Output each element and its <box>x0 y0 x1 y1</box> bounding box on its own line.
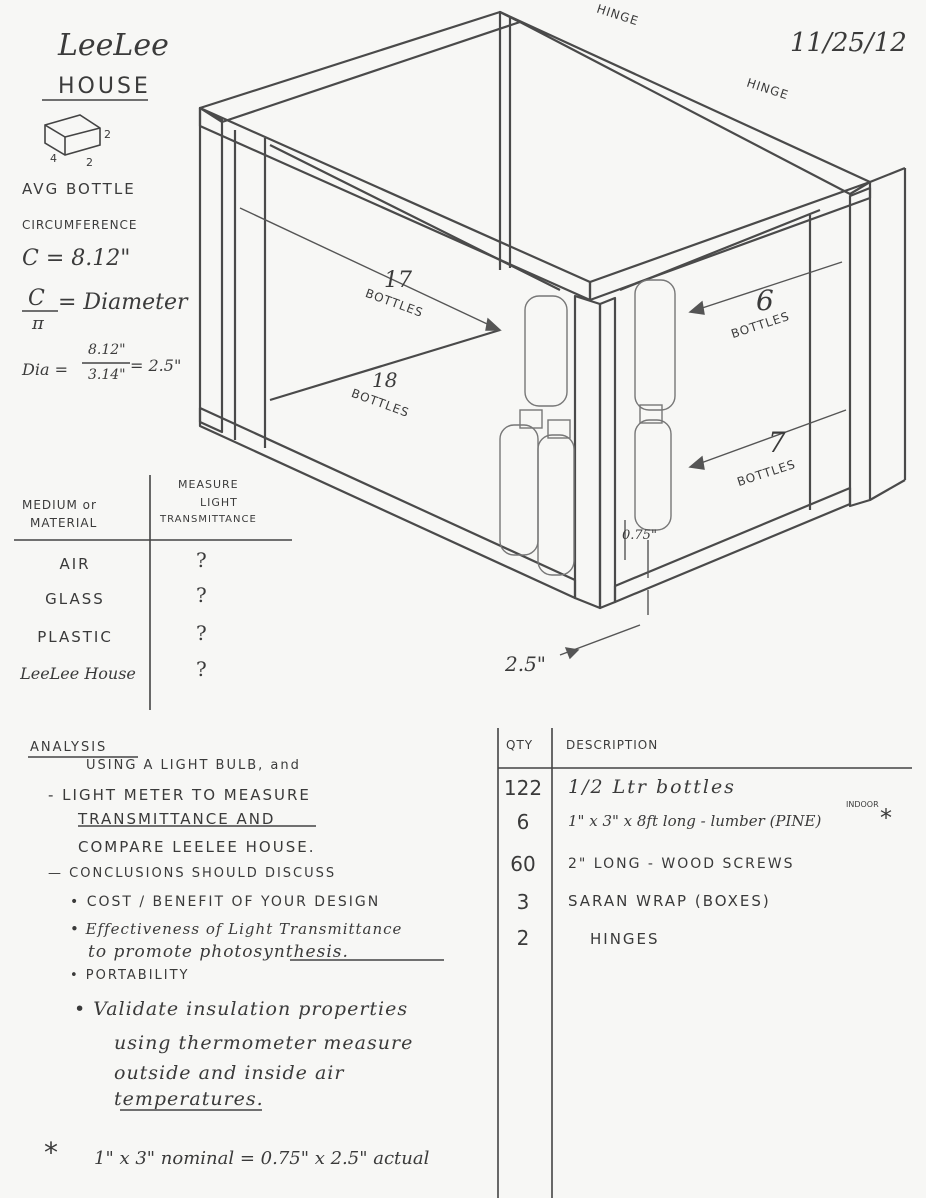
part-desc-screws: 2" LONG - WOOD SCREWS <box>568 856 795 872</box>
count-17: 17 <box>384 268 412 293</box>
count-7: 7 <box>768 426 786 459</box>
row-material-glass: GLASS <box>45 590 105 608</box>
dia-numerator: 8.12" <box>88 342 126 358</box>
dia-denominator: 3.14" <box>88 367 126 383</box>
lumber-star: * <box>880 804 892 832</box>
count-18: 18 <box>372 368 398 392</box>
parts-desc-header: DESCRIPTION <box>566 738 659 752</box>
footnote-nominal: 1" x 3" nominal = 0.75" x 2.5" actual <box>94 1148 430 1169</box>
analysis-line-11: using thermometer measure <box>114 1032 414 1054</box>
analysis-title: ANALYSIS <box>30 740 108 755</box>
count-18-bottles: BOTTLES <box>349 386 412 420</box>
formula-rhs: = Diameter <box>58 290 188 315</box>
count-7-bottles: BOTTLES <box>735 456 798 490</box>
analysis-line-5: — CONCLUSIONS SHOULD DISCUSS <box>48 866 337 881</box>
col-header-medium: MEDIUM or <box>22 498 97 512</box>
part-qty-hinges: 2 <box>516 926 530 950</box>
count-17-bottles: BOTTLES <box>363 286 426 320</box>
title-house: HOUSE <box>58 74 151 99</box>
hinge-label-right: HINGE <box>744 75 791 103</box>
hinge-label-top: HINGE <box>594 1 641 29</box>
analysis-line-3: TRANSMITTANCE AND <box>78 810 276 828</box>
count-6: 6 <box>756 284 774 317</box>
calc-c-value: C = 8.12" <box>22 246 131 271</box>
formula-denominator: π <box>32 313 44 334</box>
part-desc-bottles: 1/2 Ltr bottles <box>568 776 736 798</box>
dim-0-75: 0.75" <box>622 528 657 543</box>
dim-2-5: 2.5" <box>505 652 547 676</box>
calc-circumference: CIRCUMFERENCE <box>22 218 138 232</box>
row-value-glass: ? <box>196 583 207 607</box>
col-header-measure: MEASURE <box>178 478 239 491</box>
analysis-line-10: • Validate insulation properties <box>74 998 409 1020</box>
part-desc-lumber: 1" x 3" x 8ft long - lumber (PINE) <box>568 812 822 830</box>
dia-result: = 2.5" <box>130 356 182 375</box>
dia-label: Dia = <box>22 360 68 379</box>
part-qty-lumber: 6 <box>516 810 530 834</box>
title-leelee: LeeLee <box>58 28 169 63</box>
analysis-line-6: • COST / BENEFIT OF YOUR DESIGN <box>70 894 381 910</box>
date-label: 11/25/12 <box>790 28 907 58</box>
part-qty-bottles: 122 <box>503 776 543 800</box>
part-desc-saran: SARAN WRAP (BOXES) <box>568 892 771 910</box>
footnote-star: * <box>44 1136 60 1169</box>
box-dim-height: 2 <box>104 128 111 141</box>
row-value-leelee: ? <box>196 657 207 681</box>
part-qty-screws: 60 <box>510 852 536 876</box>
parts-qty-header: QTY <box>506 738 534 752</box>
analysis-line-7: • Effectiveness of Light Transmittance <box>70 920 403 938</box>
count-6-bottles: BOTTLES <box>729 308 792 342</box>
box-dim-depth: 4 <box>50 152 57 165</box>
analysis-line-9: • PORTABILITY <box>70 968 190 983</box>
row-material-air: AIR <box>59 555 91 573</box>
col-header-material: MATERIAL <box>30 516 98 530</box>
analysis-line-13: temperatures. <box>114 1088 264 1110</box>
calc-avg-bottle: AVG BOTTLE <box>22 180 136 198</box>
row-material-leelee: LeeLee House <box>20 664 136 683</box>
analysis-line-8: to promote photosynthesis. <box>88 942 349 962</box>
indoor-note: INDOOR <box>846 800 879 809</box>
col-header-light: LIGHT <box>200 496 238 509</box>
part-qty-saran: 3 <box>516 890 530 914</box>
analysis-line-12: outside and inside air <box>114 1062 345 1084</box>
analysis-line-1: USING A LIGHT BULB, and <box>86 758 301 773</box>
analysis-line-4: COMPARE LEELEE HOUSE. <box>78 838 316 856</box>
analysis-line-2: - LIGHT METER TO MEASURE <box>48 786 311 804</box>
part-desc-hinges: HINGES <box>590 930 660 948</box>
box-dim-width: 2 <box>86 156 93 169</box>
row-value-plastic: ? <box>196 621 207 645</box>
formula-numerator: C <box>28 286 45 311</box>
col-header-transmittance: TRANSMITTANCE <box>160 514 257 525</box>
row-material-plastic: PLASTIC <box>37 628 113 646</box>
row-value-air: ? <box>196 548 207 572</box>
